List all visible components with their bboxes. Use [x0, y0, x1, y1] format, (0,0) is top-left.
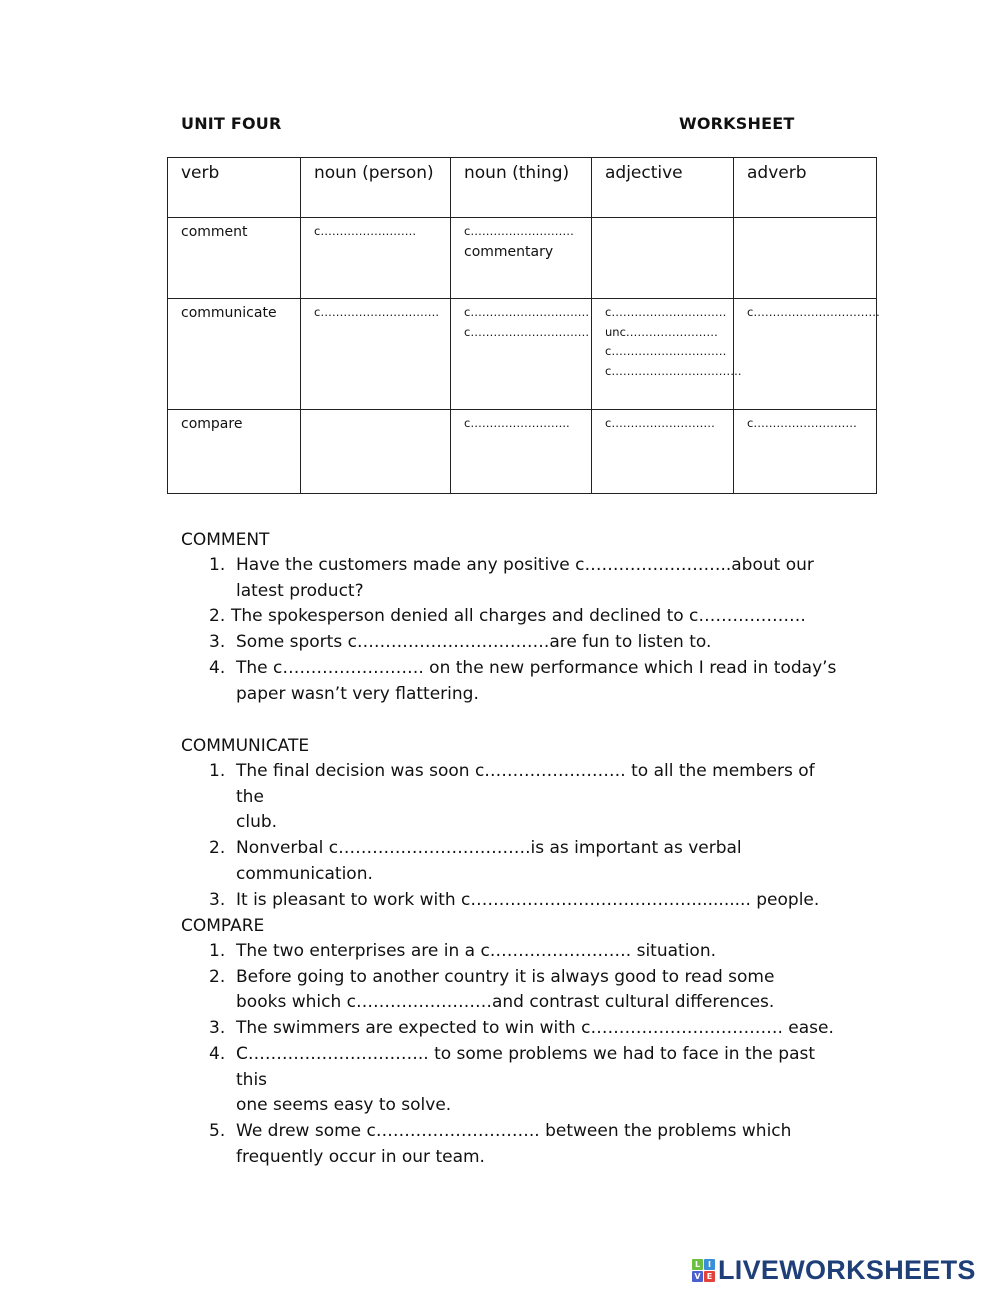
exercise-item[interactable]: [181, 553, 841, 604]
item-text: The final decision was soon c……………………. to all the members of the: [236, 761, 815, 807]
noun-person-cell: [301, 218, 451, 299]
noun-person-cell: [301, 299, 451, 410]
exercise-item[interactable]: [181, 656, 841, 707]
adjective-cell: [592, 218, 734, 299]
exercise-item[interactable]: [181, 939, 841, 965]
item-number: 4.: [209, 1043, 226, 1064]
verb-cell: compare: [168, 410, 301, 494]
item-text: Before going to another country it is always good to read some: [236, 966, 775, 987]
blank-input[interactable]: c………………………: [747, 416, 857, 430]
exercise-item[interactable]: [181, 965, 841, 1016]
adverb-cell: [734, 299, 880, 410]
column-header: noun (person): [301, 158, 451, 218]
logo-tile: L: [692, 1259, 703, 1270]
blank-input[interactable]: c…………………………: [605, 344, 727, 358]
table-row: [168, 299, 877, 410]
logo-text: LIVEWORKSHEETS: [718, 1255, 976, 1285]
noun-person-cell: [301, 410, 451, 494]
column-header: adjective: [592, 158, 734, 218]
item-text: books which c……………………and contrast cultural differences.: [236, 992, 775, 1013]
blank-input[interactable]: c………………………: [464, 224, 574, 238]
unit-title: UNIT FOUR: [181, 114, 282, 133]
adverb-cell: [734, 410, 877, 494]
noun-thing-cell: [451, 410, 592, 494]
given-word: commentary: [464, 243, 554, 260]
item-text: The swimmers are expected to win with c……………………………. ease.: [236, 1018, 834, 1039]
adverb-cell: [734, 218, 877, 299]
column-header: verb: [168, 158, 301, 218]
noun-thing-cell: [451, 218, 592, 299]
item-number: 3.: [209, 1018, 226, 1039]
exercise-item[interactable]: [181, 888, 841, 914]
item-number: 4.: [209, 657, 226, 678]
section-title: COMMUNICATE: [181, 736, 310, 756]
item-text: C………………………….. to some problems we had to face in the past this: [236, 1043, 816, 1090]
logo-tiles-icon: [692, 1259, 715, 1282]
item-number: 1.: [209, 941, 226, 961]
item-text: The two enterprises are in a c……………………. situation.: [236, 941, 717, 961]
section-comment: [181, 527, 841, 707]
item-text: Nonverbal c…………………………….is as important as verbal: [236, 838, 742, 859]
item-number: 3.: [209, 889, 226, 910]
item-text: It is pleasant to work with c…………………………………........... people.: [236, 889, 820, 910]
item-text: frequently occur in our team.: [236, 1146, 485, 1167]
exercise-item[interactable]: [181, 759, 841, 836]
item-number: 3.: [209, 632, 226, 653]
item-text: Some sports c…………………………….are fun to listen to.: [236, 632, 712, 653]
blank-input[interactable]: c…………………….: [314, 224, 416, 238]
blank-input[interactable]: c………………………….: [464, 305, 589, 319]
item-text: paper wasn’t very flattering.: [236, 683, 479, 704]
blank-input[interactable]: c…………………………….: [605, 363, 742, 378]
verb-cell: comment: [168, 218, 301, 299]
item-number: 5.: [209, 1120, 226, 1141]
blank-input[interactable]: c……………………………: [747, 305, 880, 319]
item-text: Have the customers made any positive c……………………..about our: [236, 555, 814, 575]
item-text: The c……………………. on the new performance which I read in today’s: [236, 657, 837, 678]
liveworksheets-logo: [692, 1255, 976, 1286]
column-header: noun (thing): [451, 158, 592, 218]
item-text: We drew some c……………………….. between the problems which: [236, 1120, 792, 1141]
adjective-cell: [592, 299, 742, 410]
blank-input[interactable]: c…………………………: [605, 305, 727, 319]
section-compare: [181, 913, 841, 1170]
exercise-item[interactable]: [181, 1016, 841, 1042]
blank-input[interactable]: c……………………..: [464, 416, 570, 430]
adjective-cell: [592, 410, 734, 494]
logo-tile: E: [704, 1271, 715, 1282]
item-number: 1.: [209, 555, 226, 575]
exercise-item[interactable]: [181, 630, 841, 656]
item-number: 2.: [209, 838, 226, 859]
logo-tile: V: [692, 1271, 703, 1282]
table-row: [168, 410, 877, 494]
item-text: one seems easy to solve.: [236, 1095, 452, 1116]
table-row: [168, 218, 877, 299]
item-number: 2.: [209, 606, 226, 627]
blank-input[interactable]: c………………………….: [314, 305, 439, 319]
noun-thing-cell: [451, 299, 592, 410]
blank-input[interactable]: c………………………….: [464, 324, 589, 339]
logo-tile: I: [704, 1259, 715, 1270]
exercise-item[interactable]: [181, 1042, 841, 1119]
item-number: 1.: [209, 761, 226, 781]
section-title: COMPARE: [181, 916, 265, 936]
exercise-item[interactable]: [181, 604, 841, 630]
exercise-item[interactable]: [181, 836, 841, 887]
section-communicate: [181, 733, 841, 913]
verb-cell: communicate: [168, 299, 301, 410]
worksheet-title: WORKSHEET: [679, 114, 795, 133]
blank-input[interactable]: unc……………………: [605, 324, 718, 339]
item-number: 2.: [209, 966, 226, 987]
blank-input[interactable]: c………………………: [605, 416, 715, 430]
word-family-table: [167, 157, 880, 494]
table-header-row: [168, 158, 877, 218]
item-text: The spokesperson denied all charges and declined to c……………….: [231, 606, 806, 627]
item-text: club.: [236, 812, 278, 833]
exercise-item[interactable]: [181, 1119, 841, 1170]
section-title: COMMENT: [181, 530, 270, 550]
item-text: latest product?: [236, 580, 364, 601]
item-text: communication.: [236, 863, 373, 884]
column-header: adverb: [734, 158, 877, 218]
